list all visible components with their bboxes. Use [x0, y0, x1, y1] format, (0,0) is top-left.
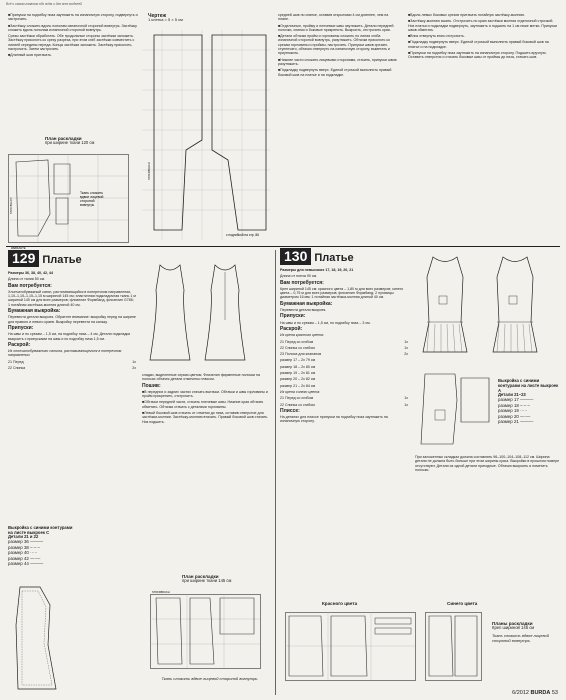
model-129-layout-caption	[182, 575, 272, 589]
drawing-scale: 1 клетка = 5 × 5 см	[148, 17, 183, 23]
piece-row: 21 Перед 1x	[8, 359, 136, 364]
layout-subtitle: Креп шириной 145 см	[492, 625, 535, 631]
model-130-sketches	[415, 252, 555, 362]
mid-paragraph: Пошив:	[142, 382, 161, 389]
you-need-text: Хлопчатобумажный сатин, растягивающийся в поперечном направлении, 1,10–1,15–1,15–1,15 м шириной 145 см; эластичная подкладочная ткань 1 м шириной 140 см для всех размеров; флизелин Формбанд, флизелин G785; 1 потайная застёжка-молния длиной 40 см.	[8, 289, 136, 307]
page-footer	[512, 690, 558, 696]
allowances-title: Припуски:	[280, 313, 306, 320]
size-row: размер 18 – – –	[498, 402, 530, 408]
size-row: размер 17 ———	[498, 397, 534, 403]
model-130-heading	[280, 248, 354, 266]
col4-paragraph: ■ Вниз отвернуть вниз отстрочить.	[408, 34, 560, 38]
pleats-text: На деталях для плиссе припуски на подгибку низа заутюжить на изнаночную сторону.	[280, 415, 388, 424]
contours-parts: Детали 21 и 22	[8, 534, 39, 539]
dim-row: размер 21 – 2x 84 см	[280, 383, 316, 388]
mid-col-text	[142, 373, 270, 583]
right-paragraph: При заложенных складках должна составлять 96–100–104–108–112 см. Ширина детали не должна быть больше при этом ширины куска. Выкройки в прошлом номере отсутствуют. Детали из одной детали пригодные. Обтачки выкроить и пометить полоски.	[415, 455, 560, 472]
contours-title: Выкройка с синими контурами на листе выкроек С	[8, 525, 73, 535]
column-divider	[275, 250, 276, 695]
model-130-layout-caption	[492, 622, 562, 662]
piece-row: 22 Спинка со сгибом 1x	[280, 345, 408, 350]
dim-row: размер 19 – 2x 81 см	[280, 371, 316, 376]
mid-paragraph: ■ Левый боковой шов стачать от отметки до низа, оставив отверстие для застёжки-молнии. Застёжку-молнию втачать. Правый боковой шов стачать. Низ подшить.	[142, 411, 270, 424]
mid-paragraph: сладки, выделенные серым цветом. Флизелин фирменные полоски на полосах обтачек детали отмечены плюсом.	[142, 373, 261, 382]
pattern-title: Бумажная выкройка:	[280, 300, 333, 307]
model-number: 129	[8, 250, 39, 267]
drawing-grid	[142, 30, 270, 240]
model-title: Платье	[314, 252, 354, 264]
dress-front-sketch	[150, 265, 190, 360]
model-129-size-legend	[8, 525, 78, 585]
col1-paragraph: Срезы застёжки обработать. Обе продольные стороны застёжки заложить. Застёжку приколоть ко срезу разреза, при этом сгиб застёжки совместить с линией середины переда. Концы застёжки заложить. Застёжку приколоть, настрочить. Затем застрочить.	[8, 34, 135, 52]
drawing-caption	[148, 14, 268, 28]
size-row: размер 38 – – –	[8, 544, 40, 550]
size-row: размер 36 ———	[8, 539, 44, 545]
red-layout-title: Красного цвета	[322, 601, 358, 606]
size-row: размер 20 —·—	[498, 413, 531, 419]
size-row: размер 44 ———	[8, 561, 44, 567]
stoffbruch-label: STOFFBRUCH	[10, 197, 13, 214]
page-number: 53	[551, 690, 558, 696]
allowances-title: Припуски:	[8, 324, 34, 331]
model-130-size-legend	[498, 378, 560, 444]
layout-title: План раскладки	[182, 574, 219, 579]
dim-row: размер 20 – 2x 82 см	[280, 377, 316, 382]
piece-row: 21 Перед со сгибом 1x	[280, 339, 408, 344]
col1-layout-diagram	[8, 154, 133, 250]
col1-paragraph: ■ Застёжку сложить вдоль пополам изнаночной стороной вовнутрь. Застёжку сложить вдоль пополам изнаночной стороной вовнутрь.	[8, 24, 138, 33]
dim-row: размер 18 – 2x 80 см	[280, 364, 316, 369]
contours-parts: Детали 21–23	[498, 392, 526, 397]
layout-title: План раскладки	[45, 136, 82, 141]
col3-text	[278, 13, 398, 238]
blue-fabric-label: Из крепа синего цвета:	[280, 389, 321, 394]
col1-paragraph: ■ Длинный шов притачать.	[8, 53, 138, 57]
section-divider	[6, 246, 560, 247]
sizes-values: 17, 18, 19, 20, 21	[325, 268, 354, 272]
you-need-title: Вам потребуется:	[280, 279, 324, 286]
allowances-text: На швы и по срезам – 1,5 см, по подгибку низа – 3 см.	[280, 320, 371, 325]
col4-paragraph: ■ Припуски на подгибку низа заутюжить на изнаночную сторону. Подшить вручную. Оставить отверстия и стачать боковые швы от проймы до низа, стачать шов.	[408, 51, 560, 60]
length-text: Длина от талии 50 см.	[8, 277, 46, 282]
col3-paragraph: ■ Подкладку подвернуть вверх. Единой строчкой выполнить правый боковой шов на платье и на подкладке.	[278, 68, 398, 77]
you-need-text: Креп шириной 145 см: красного цвета – 1,80 м для всех размеров; синего цвета – 0,75 м для всех размеров; флизелин Формбанд; 2 пуговицы диаметром 16 мм; 1 потайная застёжка-молния длиной 40 см.	[280, 286, 404, 300]
drawing-title: Чертеж	[148, 13, 166, 19]
sizes-label: Размеры для невысоких	[280, 268, 325, 272]
brand-name: BURDA	[530, 690, 551, 696]
piece-row: 22 Спинка 2x	[8, 366, 136, 371]
col3-paragraph: ■ Детали обтачки пройм и горловины сложить по линии сгиба изнаночной стороной вовнутрь, разутюжить. Обтачки приколоть ко срезам горловины и проймы, настрочить. Припуски швов срезать ступенчато, обтачки отвернуть на изнаночную сторону, выметать и приутюжить.	[278, 34, 398, 55]
layout-subtitle: при ширине ткани 120 см	[45, 140, 95, 146]
fold-note: Ткань сложить вдвое лицевой стороной вовнутрь	[80, 191, 104, 207]
model-129-fold-note: Ткань сложить вдвое лицевой стороной вовнутрь.	[161, 676, 259, 681]
contours-title: Выкройка с синими контурами на листе выкроек А	[498, 378, 559, 393]
layout-title: Планы раскладки	[492, 621, 533, 626]
blue-layout-diagram	[425, 612, 487, 684]
model-129-layout-diagram	[150, 591, 270, 674]
pattern-title: Бумажная выкройка:	[8, 308, 61, 315]
size-row: размер 40 ·····	[8, 550, 38, 556]
issue-number: 6/2012	[512, 690, 529, 696]
model-title: Платье	[42, 254, 82, 266]
drawing-piece-right	[212, 35, 266, 230]
pattern-piece	[54, 164, 70, 194]
red-layout-diagram	[285, 612, 420, 684]
dim-row: размер 17 – 2x 79 см	[280, 358, 316, 363]
allowances-text: На швы и по срезам – 1,5 см, на подгибку низа – 4 см. Детали подкладки выкроить с припусками на швы и по подгибку низа 1,5 см.	[8, 332, 130, 341]
col4-text	[408, 13, 560, 238]
stoffbruch-label: STOFFBRUCH	[152, 591, 170, 594]
col1-paragraph: ■ Припуски на подгибку низа заутюжить на изнаночную сторону, подвернуть и застрочить.	[8, 13, 138, 22]
blue-layout-title: Синего цвета	[447, 601, 478, 606]
model-129-heading	[8, 250, 82, 268]
col3-paragraph: средней шов по спинке, оставив открытыми 4 см длиннее, чем на плане.	[278, 13, 389, 22]
piece-row: 21 Перед со сгибом 1x	[280, 396, 408, 401]
cutting-title: Раскрой:	[280, 325, 303, 332]
col4-paragraph: ■ Застёжку-молнию вшить. Отстрочить по краю застёжки молнии отделочной строчкой. Низ платья и подкладки подвернуть, заутюжить и подшить на 1 см ниже метки. Припуски швов обметать.	[408, 19, 560, 32]
cutting-title: Раскрой:	[8, 341, 31, 348]
sizes-label: Размеры	[8, 271, 25, 275]
col1-layout-caption	[45, 137, 125, 151]
col1-text	[8, 13, 138, 133]
piece-row: 23 Полоса для клапанов 2x	[280, 352, 408, 357]
model-129-sketches	[140, 260, 270, 370]
sizes-values: 36, 38, 40, 42, 44	[25, 271, 53, 275]
layout-subtitle: при ширине ткани 145 см	[182, 578, 232, 584]
model-130-text	[280, 268, 408, 598]
you-need-title: Вам потребуется:	[8, 282, 52, 289]
size-row: размер 21 ———	[498, 419, 534, 425]
stoffbruch-label: STOFFBRUCH	[148, 162, 151, 180]
model-130-right-text	[415, 455, 560, 590]
size-row: размер 19 ·····	[498, 408, 528, 414]
col4-paragraph: ■ Подкладку подвернуть вверх. Единой строчкой выполнить правый боковой шов на платье и на подкладке.	[408, 40, 560, 49]
mid-paragraph: ■ Обтачки передней части, стачать плечевые швы. Нижние края обтачек обметать. Обтачки стачать с деталями горловины.	[142, 400, 270, 409]
col3-paragraph: ■ Отделочные, пройму и плечевые швы заутюжить. Детали передней полочки, спинки и боковые прикрепить. Выкроить, отстрочить края.	[278, 24, 398, 33]
col3-paragraph: ■ Нижние части сложить лицевыми сторонами, стачать, припуски швов разутюжить.	[278, 58, 398, 67]
model-number: 130	[280, 248, 311, 265]
piece-row: 22 Спинка со сгибом 1x	[280, 402, 408, 407]
mid-paragraph: ■ В передних и задних частях стачать вытачки. Обтачки и швы горловины и пройм прикрепить, отстрочить.	[142, 390, 270, 399]
model-130-pattern-pieces	[415, 370, 495, 450]
red-fabric-label: Из крепа красного цвета:	[280, 333, 324, 338]
page-header-note: Всё о самом главном обо всём и для всех моделей	[6, 2, 82, 6]
pleats-title: Плиссе:	[280, 407, 300, 414]
model-129-pattern-piece	[10, 585, 70, 695]
col4-paragraph: ■ Вдоль левых боковых срезов притачать потайную застёжку-молнию.	[408, 13, 560, 17]
drawing-piece-left	[154, 35, 202, 230]
pattern-text: Перевести детали выкроек.	[280, 308, 327, 313]
fabric-outline	[9, 155, 129, 243]
see-page-note: с подгибкой на стр. 86	[226, 233, 259, 237]
cutting-subtitle: Из хлопчатобумажного сатина, растягивающегося в поперечном направлении	[8, 349, 122, 358]
fold-note: Ткань сложить вдвое лицевой стороной вовнутрь.	[492, 632, 549, 643]
length-text: Длина от плеча 90 см.	[280, 274, 318, 279]
webkante-label: WEBKANTE	[11, 247, 26, 250]
size-row: размер 42 —·—	[8, 555, 41, 561]
pattern-text: Перевести детали выкроек. Обратите внимание: выкройку перед на ширине для правого и левого краев. Выкройку перевести на кальку.	[8, 315, 136, 324]
